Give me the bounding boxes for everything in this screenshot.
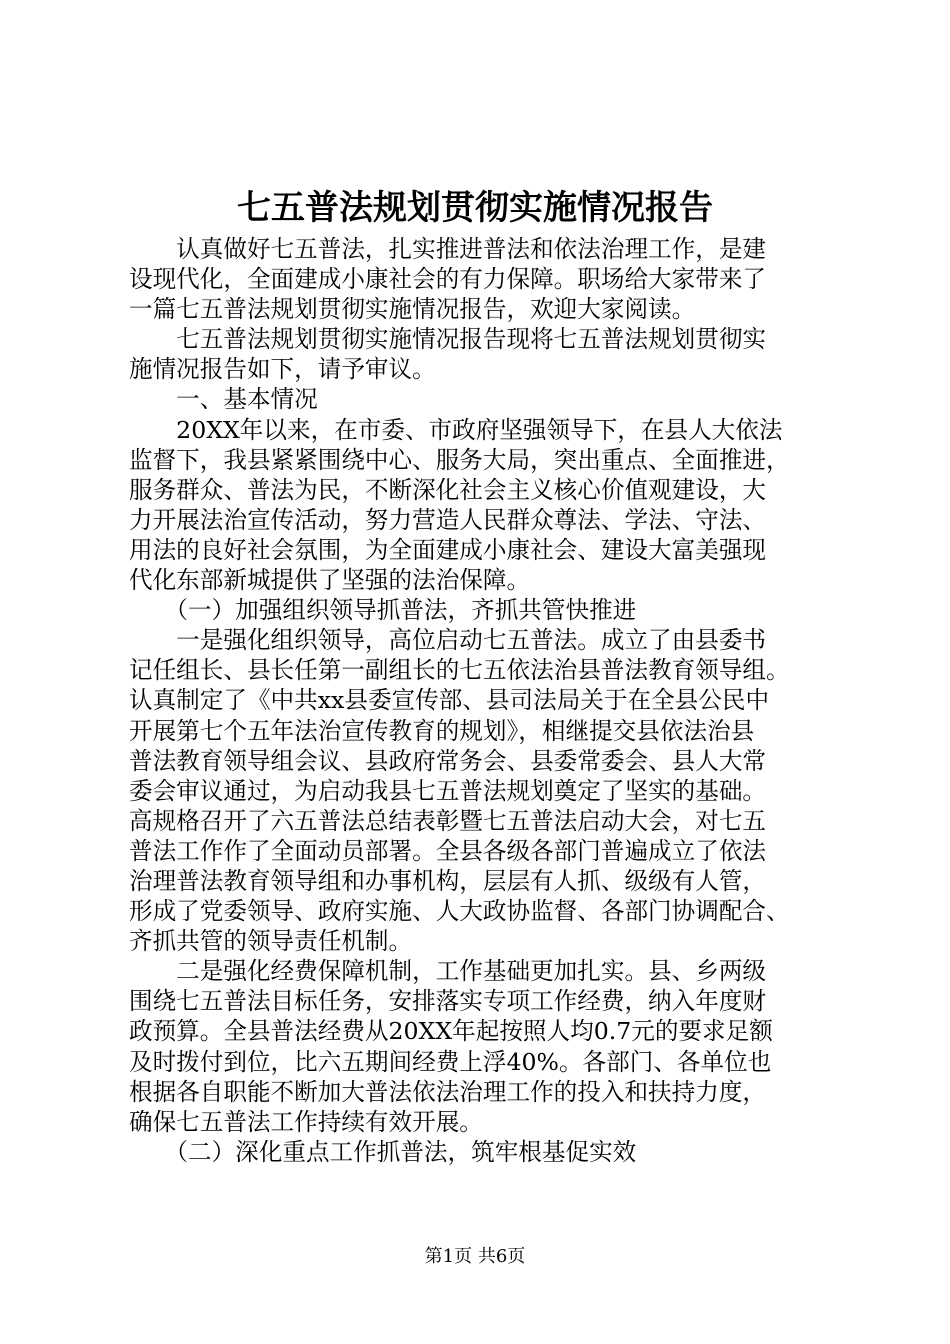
section-heading: 一、基本情况	[129, 385, 318, 414]
page-footer: 第1页 共6页	[424, 1246, 526, 1267]
text-line: 确保七五普法工作持续有效开展。	[129, 1107, 483, 1136]
text-line: 一篇七五普法规划贯彻实施情况报告，欢迎大家阅读。	[129, 295, 696, 324]
text-line: 施情况报告如下，请予审议。	[129, 355, 436, 384]
text-line: 政预算。全县普法经费从20XX年起按照人均0.7元的要求足额	[129, 1017, 773, 1046]
text-line: 七五普法规划贯彻实施情况报告现将七五普法规划贯彻实	[129, 325, 767, 354]
text-line: 委会审议通过，为启动我县七五普法规划奠定了坚实的基础。	[129, 776, 767, 805]
text-line: 根据各自职能不断加大普法依法治理工作的投入和扶持力度，	[129, 1077, 767, 1106]
text-line: 形成了党委领导、政府实施、人大政协监督、各部门协调配合、	[129, 897, 790, 926]
text-line: 普法工作作了全面动员部署。全县各级各部门普遍成立了依法	[129, 836, 767, 865]
subsection-heading: （二）深化重点工作抓普法，筑牢根基促实效	[129, 1137, 637, 1166]
text-line: 围绕七五普法目标任务，安排落实专项工作经费，纳入年度财	[129, 987, 767, 1016]
text-line: 设现代化，全面建成小康社会的有力保障。职场给大家带来了	[129, 265, 767, 294]
text-line: 一是强化组织领导，高位启动七五普法。成立了由县委书	[129, 626, 767, 655]
text-line: 齐抓共管的领导责任机制。	[129, 927, 413, 956]
text-line: 认真制定了《中共xx县委宣传部、县司法局关于在全县公民中	[129, 686, 770, 715]
subsection-heading: （一）加强组织领导抓普法，齐抓共管快推进	[129, 596, 637, 625]
document-title: 七五普法规划贯彻实施情况报告	[237, 188, 713, 228]
text-line: 监督下，我县紧紧围绕中心、服务大局，突出重点、全面推进，	[129, 445, 790, 474]
text-line: 代化东部新城提供了坚强的法治保障。	[129, 566, 531, 595]
text-line: 普法教育领导组会议、县政府常务会、县委常委会、县人大常	[129, 746, 767, 775]
text-line: 用法的良好社会氛围，为全面建成小康社会、建设大富美强现	[129, 535, 767, 564]
text-line: 认真做好七五普法，扎实推进普法和依法治理工作，是建	[129, 235, 767, 263]
text-line: 力开展法治宣传活动，努力营造人民群众尊法、学法、守法、	[129, 505, 767, 534]
text-line: 开展第七个五年法治宣传教育的规划》，相继提交县依法治县	[129, 716, 755, 745]
text-line: 二是强化经费保障机制，工作基础更加扎实。县、乡两级	[129, 957, 767, 986]
document-body	[129, 234, 859, 1167]
text-line: 及时拨付到位，比六五期间经费上浮40%。各部门、各单位也	[129, 1047, 772, 1076]
text-line: 高规格召开了六五普法总结表彰暨七五普法启动大会，对七五	[129, 806, 767, 835]
text-line: 服务群众、普法为民，不断深化社会主义核心价值观建设，大	[129, 475, 767, 504]
text-line: 治理普法教育领导组和办事机构，层层有人抓、级级有人管，	[129, 866, 767, 895]
text-line: 20XX年以来，在市委、市政府坚强领导下，在县人大依法	[129, 415, 783, 444]
text-line: 记任组长、县长任第一副组长的七五依法治县普法教育领导组。	[129, 656, 790, 685]
